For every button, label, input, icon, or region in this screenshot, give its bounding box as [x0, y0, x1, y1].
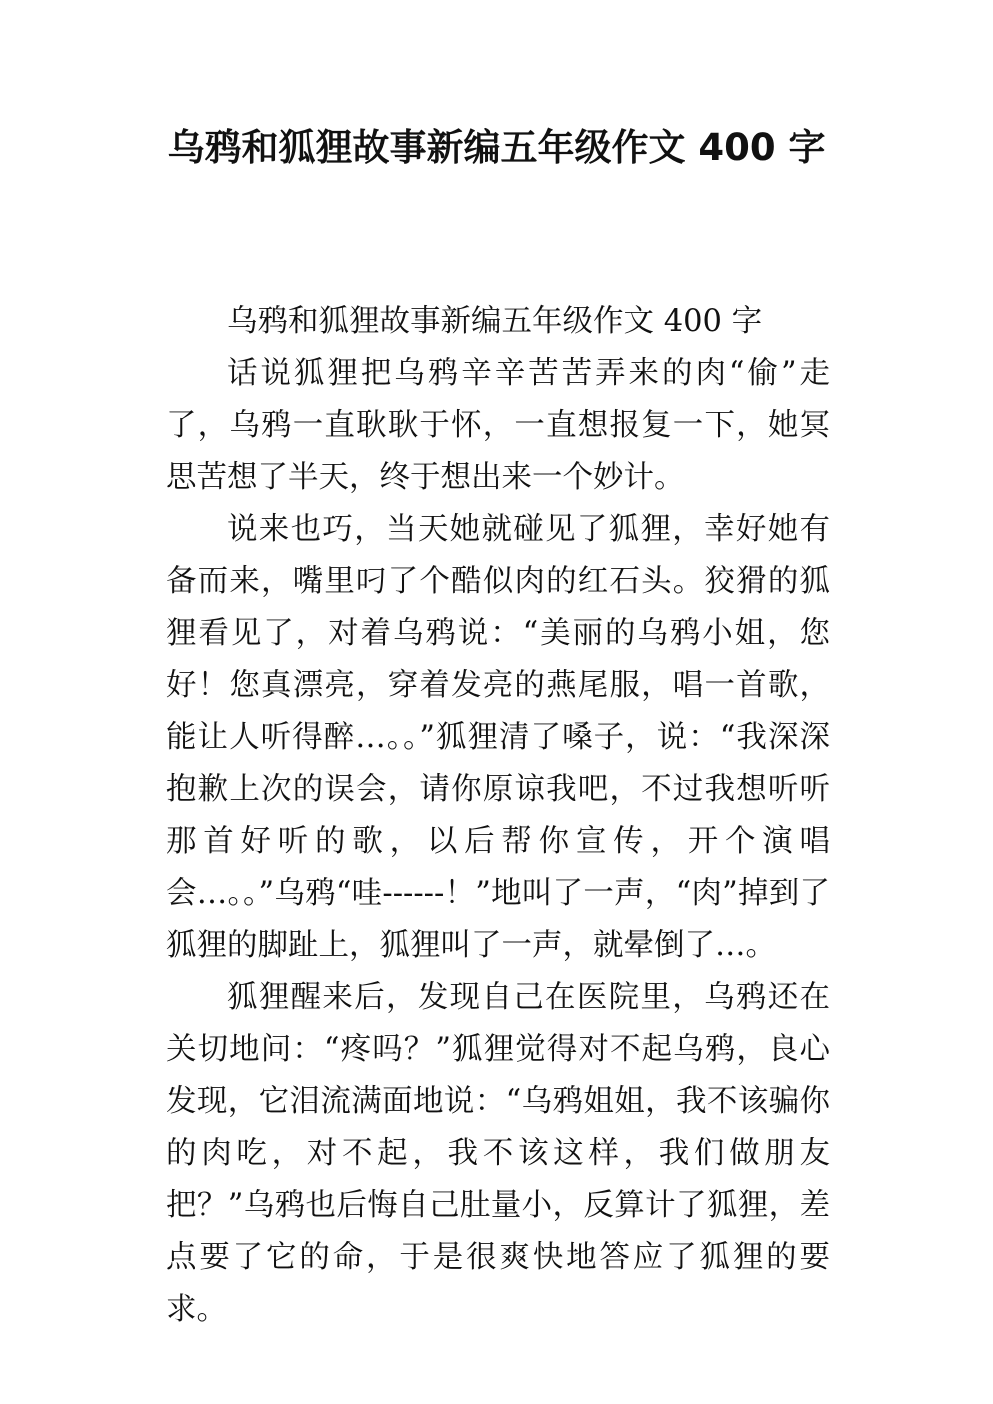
document-body — [166, 296, 830, 1336]
document-title: 乌鸦和狐狸故事新编五年级作文 400 字 — [167, 126, 826, 169]
paragraph-1: 话说狐狸把乌鸦辛辛苦苦弄来的肉“偷”走了，乌鸦一直耿耿于怀，一直想报复一下，她冥思苦想了半天，终于想出来一个妙计。 — [166, 356, 830, 495]
paragraph-3: 狐狸醒来后，发现自己在医院里，乌鸦还在关切地问：“疼吗？”狐狸觉得对不起乌鸦，良心发现，它泪流满面地说：“乌鸦姐姐，我不该骗你的肉吃，对不起，我不该这样，我们做朋友把？”乌鸦也后悔自己肚量小，反算计了狐狸，差点要了它的命，于是很爽快地答应了狐狸的要求。 — [166, 980, 830, 1327]
paragraph-2: 说来也巧，当天她就碰见了狐狸，幸好她有备而来，嘴里叼了个酷似肉的红石头。狡猾的狐狸看见了，对着乌鸦说：“美丽的乌鸦小姐，您好！您真漂亮，穿着发亮的燕尾服，唱一首歌，能让人听得醉…。。”狐狸清了嗓子，说：“我深深抱歉上次的误会，请你原谅我吧，不过我想听听那首好听的歌，以后帮你宣传，开个演唱会…。。”乌鸦“哇------！”地叫了一声，“肉”掉到了狐狸的脚趾上，狐狸叫了一声，就晕倒了…。 — [166, 512, 830, 963]
paragraph-subtitle: 乌鸦和狐狸故事新编五年级作文 400 字 — [227, 304, 763, 339]
